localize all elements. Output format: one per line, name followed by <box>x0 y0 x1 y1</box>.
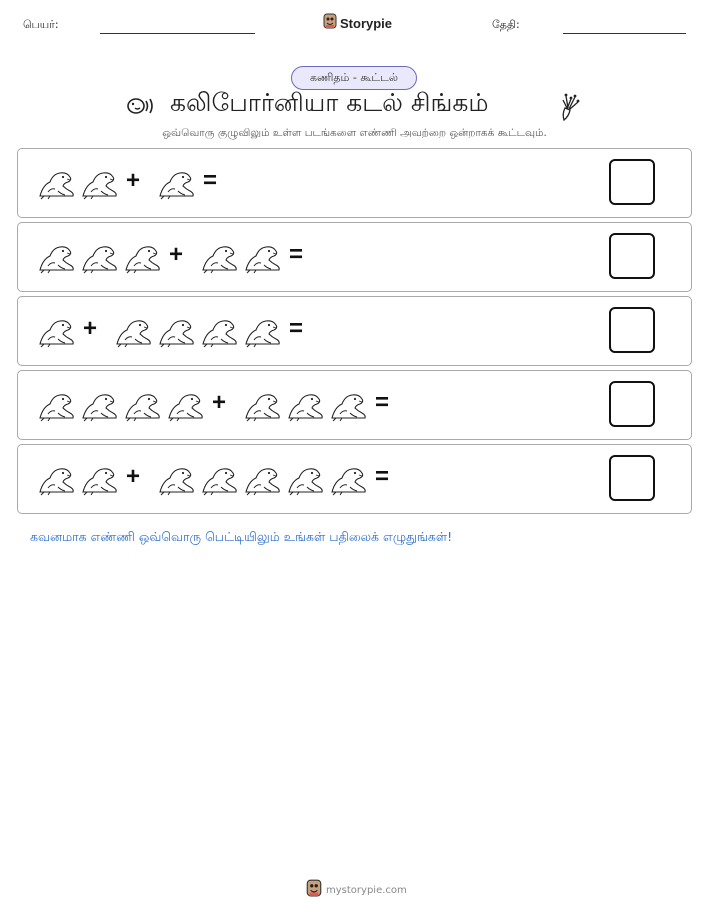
sea-lion-icon <box>36 239 76 275</box>
storypie-logo-icon <box>323 13 337 33</box>
sea-lion-icon <box>285 387 325 423</box>
subject-badge: கணிதம் - கூட்டல் <box>291 66 417 90</box>
answer-box[interactable] <box>609 307 655 353</box>
sea-lion-icon <box>36 461 76 497</box>
sea-lion-icon <box>122 239 162 275</box>
storypie-footer-logo-icon <box>306 879 322 901</box>
answer-box[interactable] <box>609 381 655 427</box>
page-title: கலிபோர்னியா கடல் சிங்கம் <box>170 88 489 117</box>
date-line[interactable] <box>563 33 686 34</box>
footer <box>306 879 407 901</box>
sea-lion-icon <box>199 239 239 275</box>
sea-lion-icon <box>242 387 282 423</box>
equals-sign: = <box>375 389 390 416</box>
sea-lion-icon <box>242 461 282 497</box>
sea-lion-icon <box>199 313 239 349</box>
sea-lion-icon <box>328 387 368 423</box>
brand <box>323 13 392 33</box>
answer-box[interactable] <box>609 159 655 205</box>
sea-lion-icon <box>156 461 196 497</box>
footer-url[interactable]: mystorypie.com <box>326 884 407 896</box>
coral-icon <box>555 90 581 126</box>
footer-note: கவனமாக எண்ணி ஒவ்வொரு பெட்டியிலும் உங்கள் பதிலைக் எழுதுங்கள்! <box>30 529 453 544</box>
answer-box[interactable] <box>609 233 655 279</box>
sea-lion-icon <box>285 461 325 497</box>
equals-sign: = <box>289 315 304 342</box>
sea-lion-icon <box>79 387 119 423</box>
plus-sign: + <box>212 389 227 416</box>
sea-lion-icon <box>242 313 282 349</box>
name-line[interactable] <box>100 33 255 34</box>
equals-sign: = <box>289 241 304 268</box>
problem-row <box>17 222 692 292</box>
sea-lion-icon <box>79 165 119 201</box>
instructions: ஒவ்வொரு குழுவிலும் உள்ள படங்களை எண்ணி அவற்றை ஒன்றாகக் கூட்டவும். <box>162 127 547 139</box>
sea-lion-icon <box>36 313 76 349</box>
equals-sign: = <box>203 167 218 194</box>
sea-lion-icon <box>242 239 282 275</box>
sea-lion-icon <box>156 313 196 349</box>
problem-row <box>17 296 692 366</box>
sea-lion-icon <box>79 239 119 275</box>
seal-bark-icon <box>126 95 156 121</box>
sea-lion-icon <box>113 313 153 349</box>
plus-sign: + <box>126 463 141 490</box>
problem-row <box>17 444 692 514</box>
problem-row <box>17 370 692 440</box>
title-row <box>0 88 709 124</box>
plus-sign: + <box>83 315 98 342</box>
problem-row <box>17 148 692 218</box>
sea-lion-icon <box>122 387 162 423</box>
equals-sign: = <box>375 463 390 490</box>
brand-name: Storypie <box>340 15 393 31</box>
sea-lion-icon <box>36 387 76 423</box>
sea-lion-icon <box>199 461 239 497</box>
plus-sign: + <box>169 241 184 268</box>
sea-lion-icon <box>79 461 119 497</box>
sea-lion-icon <box>156 165 196 201</box>
sea-lion-icon <box>165 387 205 423</box>
name-label: பெயர்: <box>23 18 59 31</box>
plus-sign: + <box>126 167 141 194</box>
sea-lion-icon <box>36 165 76 201</box>
answer-box[interactable] <box>609 455 655 501</box>
sea-lion-icon <box>328 461 368 497</box>
date-label: தேதி: <box>492 18 520 31</box>
